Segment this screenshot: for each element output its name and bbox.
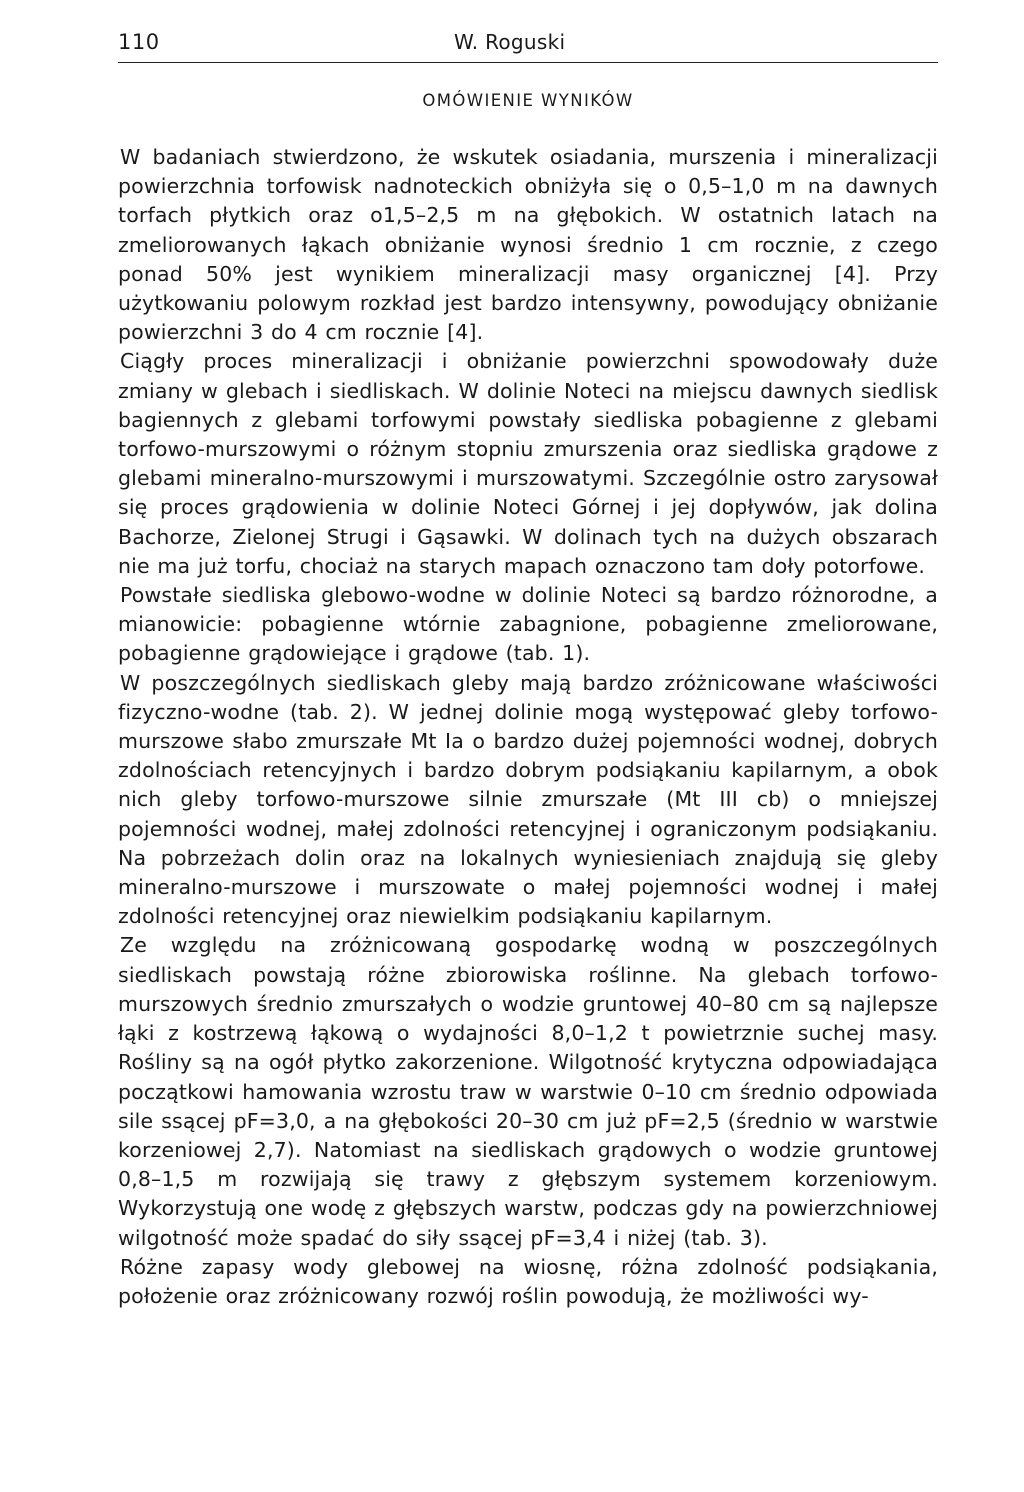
paragraph-2: Ciągły proces mineralizacji i obniżanie powierzchni spowodowały duże zmiany w glebach i siedliskach. W dolinie Noteci na miejscu dawnych siedlisk bagiennych z glebami torfowymi powstały siedliska pobagienne z glebami torfowo-murszowymi o różnym stopniu zmurszenia oraz siedliska grądowe z glebami mineralno-murszowymi i murszowatymi. Szczególnie ostro zarysował się proces grądowienia w dolinie Noteci Górnej i jej dopływów, jak dolina Bachorze, Zielonej Strugi i Gąsawki. W dolinach tych na dużych obszarach nie ma już torfu, chociaż na starych mapach oznaczono tam doły potorfowe. [118, 349, 938, 578]
paragraph-4: W poszczególnych siedliskach gleby mają bardzo zróżnicowane właściwości fizyczno-wodne (tab. 2). W jednej dolinie mogą występować gleby torfowo-murszowe słabo zmurszałe Mt Ia o bardzo dużej pojemności wodnej, dobrych zdolnościach retencyjnych i bardzo dobrym podsiąkaniu kapilarnym, a obok nich gleby torfowo-murszowe silnie zmurszałe (Mt III cb) o mniejszej pojemności wodnej, małej zdolności retencyjnej i ograniczonym podsiąkaniu. Na pobrzeżach dolin oraz na lokalnych wyniesieniach znajdują się gleby mineralno-murszowe i murszowate o małej pojemności wodnej i małej zdolności retencyjnej oraz niewielkim podsiąkaniu kapilarnym. [118, 670, 938, 929]
paragraph-6: Różne zapasy wody glebowej na wiosnę, różna zdolność podsiąkania, położenie oraz zróżnicowany rozwój roślin powodują, że możliwości wy- [118, 1254, 938, 1308]
body-text [118, 143, 938, 1311]
page-number: 110 [118, 30, 160, 54]
running-head-author: W. Roguski [454, 30, 566, 54]
paragraph-1: W badaniach stwierdzono, że wskutek osiadania, murszenia i mineralizacji powierzchnia torfowisk nadnoteckich obniżyła się o 0,5–1,0 m na dawnych torfach płytkich oraz o1,5–2,5 m na głębokich. W ostatnich latach na zmeliorowanych łąkach obniżanie wynosi średnio 1 cm rocznie, z czego ponad 50% jest wynikiem mineralizacji masy organicznej [4]. Przy użytkowaniu polowym rozkład jest bardzo intensywny, powodujący obniżanie powierzchni 3 do 4 cm rocznie [4]. [118, 145, 938, 345]
page-header [118, 26, 938, 63]
paragraph-3: Powstałe siedliska glebowo-wodne w dolinie Noteci są bardzo różnorodne, a mianowicie: pobagienne wtórnie zabagnione, pobagienne zmeliorowane, pobagienne grądowiejące i grądowe (tab. 1). [118, 583, 938, 666]
paragraph-5: Ze względu na zróżnicowaną gospodarkę wodną w poszczególnych siedliskach powstają różne zbiorowiska roślinne. Na glebach torfowo-murszowych średnio zmurszałych o wodzie gruntowej 40–80 cm są najlepsze łąki z kostrzewą łąkową o wydajności 8,0–1,2 t powietrznie suchej masy. Rośliny są na ogół płytko zakorzenione. Wilgotność krytyczna odpowiadająca początkowi hamowania wzrostu traw w warstwie 0–10 cm średnio odpowiada sile ssącej pF=3,0, a na głębokości 20–30 cm już pF=2,5 (średnio w warstwie korzeniowej 2,7). Natomiast na siedliskach grądowych o wodzie gruntowej 0,8–1,5 m rozwijają się trawy z głębszym systemem korzeniowym. Wykorzystują one wodę z głębszych warstw, podczas gdy na powierzchniowej wilgotność może spadać do siły ssącej pF=3,4 i niżej (tab. 3). [118, 933, 938, 1250]
section-title: OMÓWIENIE WYNIKÓW [422, 91, 634, 110]
